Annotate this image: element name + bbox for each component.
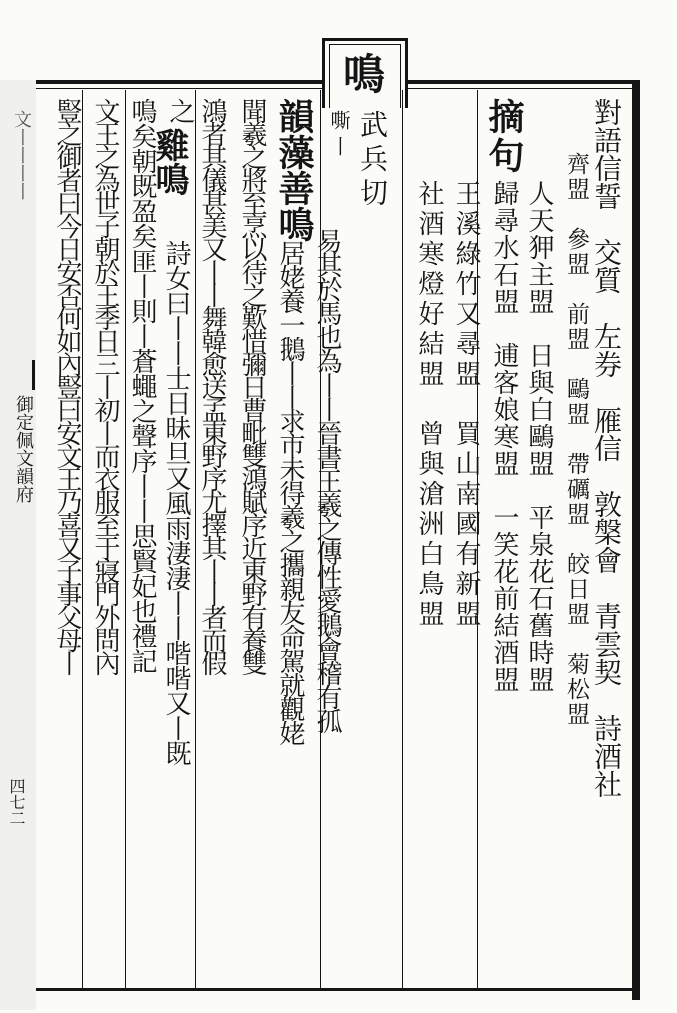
- text-column-9: 聞羲之將至烹以待之歎惜彌日曹毗雙鴻賦序近東野有養雙: [237, 98, 267, 673]
- text-column-1: 對語信誓 交質 左券 雁信 敦槃會 青雲契 詩酒社: [590, 98, 623, 798]
- book-title: 御定佩文韻府: [13, 395, 34, 503]
- text-column-6: 社酒寒燈好結盟 曾與滄洲白鳥盟: [414, 180, 444, 630]
- frame-right-border: [632, 80, 640, 1000]
- section-heading-rooster: 雞鳴: [149, 128, 189, 196]
- text-column-3: 人天狎主盟 日與白鷗盟 平泉花石舊時盟: [524, 180, 554, 693]
- section-heading-quotations: 摘句: [483, 98, 525, 176]
- section-heading-rhyme: 韻藻善鳴: [273, 98, 315, 242]
- text-column-8: 居姥養一鵝丨丨求市未得羲之攜親友命駕就觀姥: [275, 240, 305, 744]
- head-character: 鳴: [337, 52, 386, 97]
- text-column-7: 易其於馬也為丨丨晉書王羲之傳性愛鵝會稽有孤: [312, 228, 342, 732]
- text-column-4: 歸尋水石盟 逋客娘寒盟 一笑花前結酒盟: [489, 180, 519, 693]
- page-number: 四七二: [7, 778, 26, 826]
- margin-marker: [32, 360, 35, 390]
- text-column-14: 豎之御者曰今日安否何如內豎曰安文王乃喜又子事父母丨: [52, 98, 82, 673]
- text-column-13: 文王之為世子朝於王季日三丨初丨而衣服至于寢門外問內: [90, 98, 120, 673]
- text-column-2: 齊盟 參盟 前盟 鷗盟 帶礪盟 皎日盟 菊松盟: [563, 152, 589, 727]
- pronunciation-note: 嘶丨: [327, 110, 351, 162]
- text-column-12: 鳴矣朝既盈矣匪丨則丨蒼蠅之聲序丨丨思賢妃也禮記: [127, 98, 157, 673]
- text-column-11-head: 之: [165, 98, 195, 127]
- text-column-11: 詩女曰丨丨士日昧旦又風雨淒淒丨丨喈喈又丨既: [161, 240, 191, 765]
- section-rule: [195, 90, 196, 988]
- pronunciation-main: 武兵切: [356, 110, 389, 212]
- section-rule: [82, 90, 83, 988]
- text-column-5: 王溪綠竹又尋盟 買山南國有新盟: [451, 180, 481, 630]
- text-column-10: 鴻者其儀甚美又丨丨舞韓愈送孟東野序尤擇其丨丨者而假: [197, 98, 227, 673]
- adjacent-page-text: 文丨丨丨丨: [11, 110, 32, 200]
- frame-bottom-border: [36, 988, 640, 991]
- section-rule: [402, 90, 403, 988]
- section-rule: [125, 90, 126, 988]
- adjacent-page-edge: [0, 80, 36, 1010]
